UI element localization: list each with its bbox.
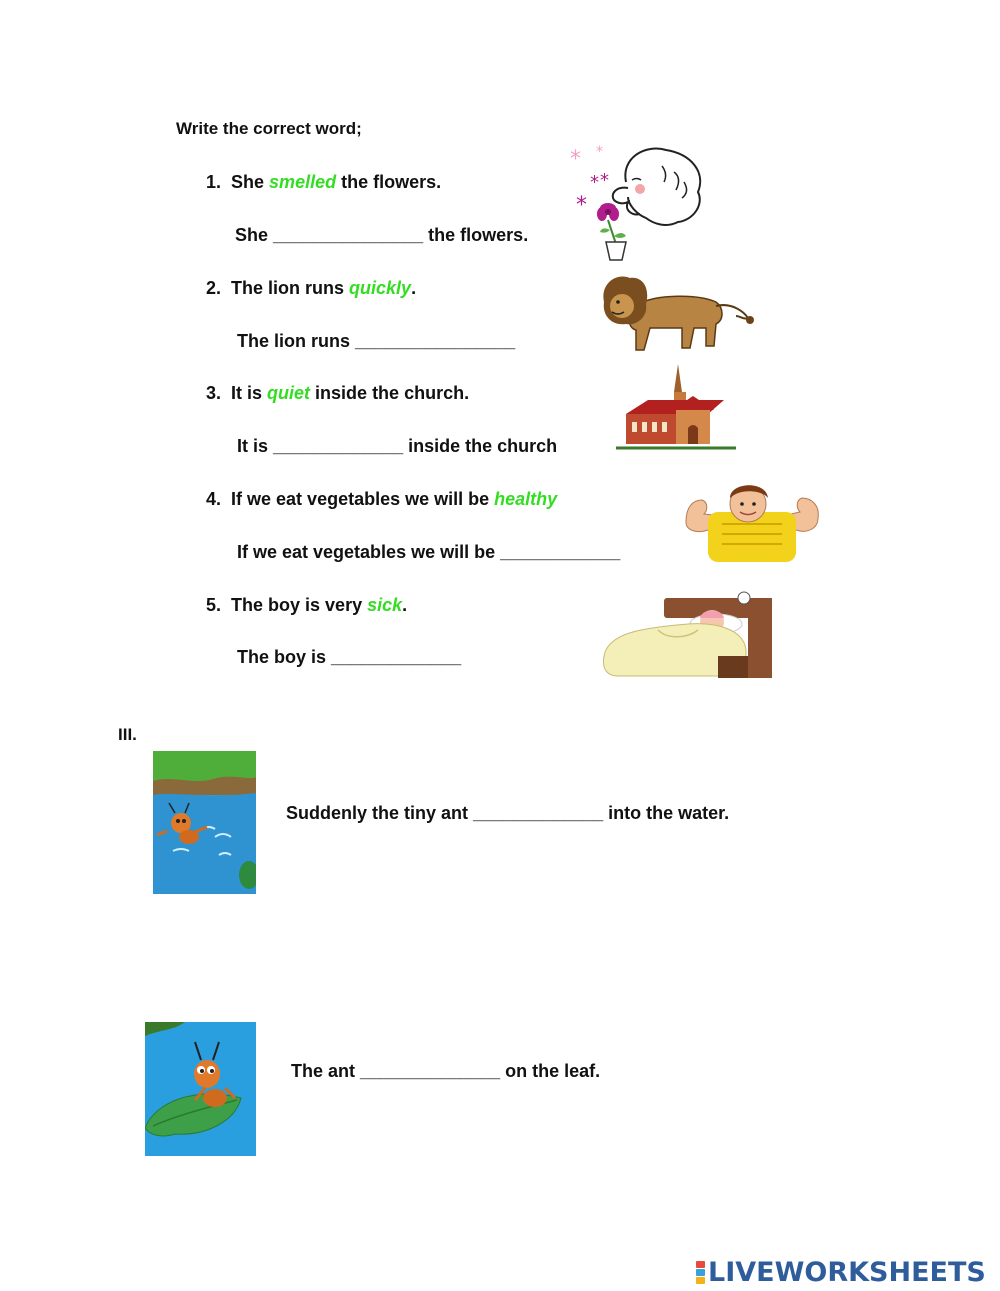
- item-2-sentence: [206, 277, 416, 299]
- sick-boy-in-bed-icon: [598, 590, 776, 684]
- item-2-post: .: [411, 278, 417, 298]
- item-3-blank-sentence[interactable]: It is _____________ inside the church: [237, 436, 558, 456]
- item-4-keyword: healthy: [494, 489, 558, 509]
- ant-in-water-icon: [153, 751, 256, 894]
- item-3-keyword: quiet: [267, 383, 311, 403]
- item-1-keyword: smelled: [269, 172, 337, 192]
- ant-on-leaf-icon: [145, 1022, 256, 1156]
- item-1-post: the flowers.: [336, 172, 442, 192]
- section-3-sentence-1[interactable]: Suddenly the tiny ant _____________ into the water.: [286, 803, 730, 823]
- woman-smelling-flower-icon: [566, 142, 708, 267]
- item-2-pre: The lion runs: [231, 278, 350, 298]
- item-4-pre: If we eat vegetables we will be: [231, 489, 495, 509]
- item-1-number: 1.: [206, 172, 222, 192]
- item-4-sentence: [206, 488, 557, 510]
- item-2-blank-sentence[interactable]: The lion runs ________________: [237, 331, 516, 351]
- svg-text:*: *: [600, 170, 609, 191]
- item-4-blank-sentence[interactable]: If we eat vegetables we will be ____________: [237, 542, 621, 562]
- item-3-number: 3.: [206, 383, 222, 403]
- item-5-blank-sentence[interactable]: The boy is _____________: [237, 647, 462, 667]
- item-5-keyword: sick: [367, 595, 403, 615]
- svg-text:*: *: [596, 144, 603, 160]
- lion-icon: [598, 272, 754, 356]
- item-5-pre: The boy is very: [231, 595, 368, 615]
- item-5-number: 5.: [206, 595, 222, 615]
- item-1-pre: She: [231, 172, 270, 192]
- svg-text:*: *: [576, 193, 587, 218]
- item-2-number: 2.: [206, 278, 222, 298]
- item-5-sentence: [206, 594, 407, 616]
- item-4-number: 4.: [206, 489, 222, 509]
- item-1-blank-sentence[interactable]: She _______________ the flowers.: [235, 225, 529, 245]
- svg-text:*: *: [570, 147, 581, 172]
- item-1-sentence: [206, 171, 441, 193]
- section-3-sentence-2[interactable]: The ant ______________ on the leaf.: [291, 1061, 601, 1081]
- item-5-post: .: [402, 595, 408, 615]
- item-2-keyword: quickly: [349, 278, 412, 298]
- instruction-heading: Write the correct word;: [176, 119, 362, 138]
- svg-text:*: *: [590, 172, 599, 193]
- section-3-label: III.: [118, 725, 137, 744]
- item-3-pre: It is: [231, 383, 268, 403]
- logo-blocks-icon: [696, 1261, 705, 1284]
- strong-boy-icon: [682, 478, 822, 562]
- liveworksheets-logo: [696, 1255, 986, 1289]
- brand-name: LIVEWORKSHEETS: [708, 1256, 986, 1288]
- item-3-sentence: [206, 382, 469, 404]
- church-icon: [614, 362, 738, 454]
- item-3-post: inside the church.: [310, 383, 470, 403]
